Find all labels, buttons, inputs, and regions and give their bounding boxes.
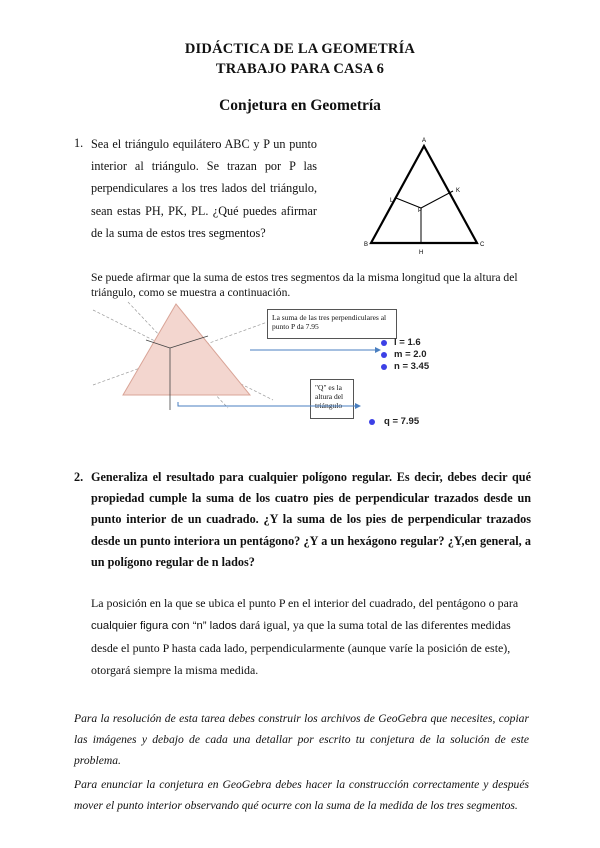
q2-answer [91,592,536,681]
label-l: L [390,198,394,204]
q1-answer: Se puede afirmar que la suma de estos tres segmentos da la misma longitud que la altura del triángulo, como se muestra a continuación. [91,271,518,299]
value-l: l = 1.6 [394,337,421,348]
label-h: H [419,250,424,256]
value-dot-m [381,352,387,358]
instructions-paragraph-1: Para la resolución de esta tarea debes construir los archivos de GeoGebra que necesites, copiar las imágenes y debajo de cada una detallar por escrito tu conjetura de la solución de este problema. [74,712,529,767]
doc-title-line2: TRABAJO PARA CASA 6 [215,61,385,77]
q1-number: 1. [74,136,84,150]
value-n: n = 3.45 [394,361,430,372]
q2-answer-highlight: cualquier figura con “n” lados [91,620,237,632]
value-m: m = 2.0 [394,349,427,360]
q2-answer-part1: La posición en la que se ubica el punto P en el interior del cuadrado, del pentágono o para [91,596,519,610]
doc-subtitle: Conjetura en Geometría [219,97,381,114]
arrow-to-q [178,402,360,406]
q2-answer-part2: dará igual, ya que la suma total de las diferentes medidas desde el punto P hasta cada lado, perpendicularmente (aunque varíe la posición de este), otorgará siempre la misma medida. [91,618,511,677]
note-q-height: "Q" es la altura del triángulo [310,379,354,419]
label-p: P [418,208,423,214]
instructions-paragraph-2: Para enunciar la conjetura en GeoGebra debes hacer la construcción correctamente y después mover el punto interior observando qué ocurre con la suma de la medida de los tres segmentos. [74,778,529,812]
value-dot-n [381,364,387,370]
label-a: A [422,138,427,144]
q1-text: Sea el triángulo equilátero ABC y P un punto interior al triángulo. Se trazan por P las perpendiculares a los tres lados del triángulo, sean estas PH, PK, PL. ¿Qué puedes afirmar de la suma de estos tres segmentos? [91,137,317,240]
label-k: K [456,188,461,194]
label-b: B [364,242,369,248]
value-dot-l [381,340,387,346]
value-dot-q [369,419,375,425]
doc-title-line1: DIDÁCTICA DE LA GEOMETRÍA [184,41,416,57]
value-q: q = 7.95 [384,416,420,427]
q2-number: 2. [74,470,84,484]
q2-text: Generaliza el resultado para cualquier polígono regular. Es decir, debes decir qué propiedad cumple la suma de los cuatro pies de perpendicular trazados desde un punto interior de un cuadrado. ¿Y la suma de los pies de perpendicular trazados desde un punto interiora un pentágono? ¿Y a un hexágono regular? ¿Y,en general, a un polígono regular de n lados? [91,470,531,569]
note-sum-perpendiculars: La suma de las tres perpendiculares al punto P da 7.95 [267,309,397,339]
label-c: C [480,242,485,248]
